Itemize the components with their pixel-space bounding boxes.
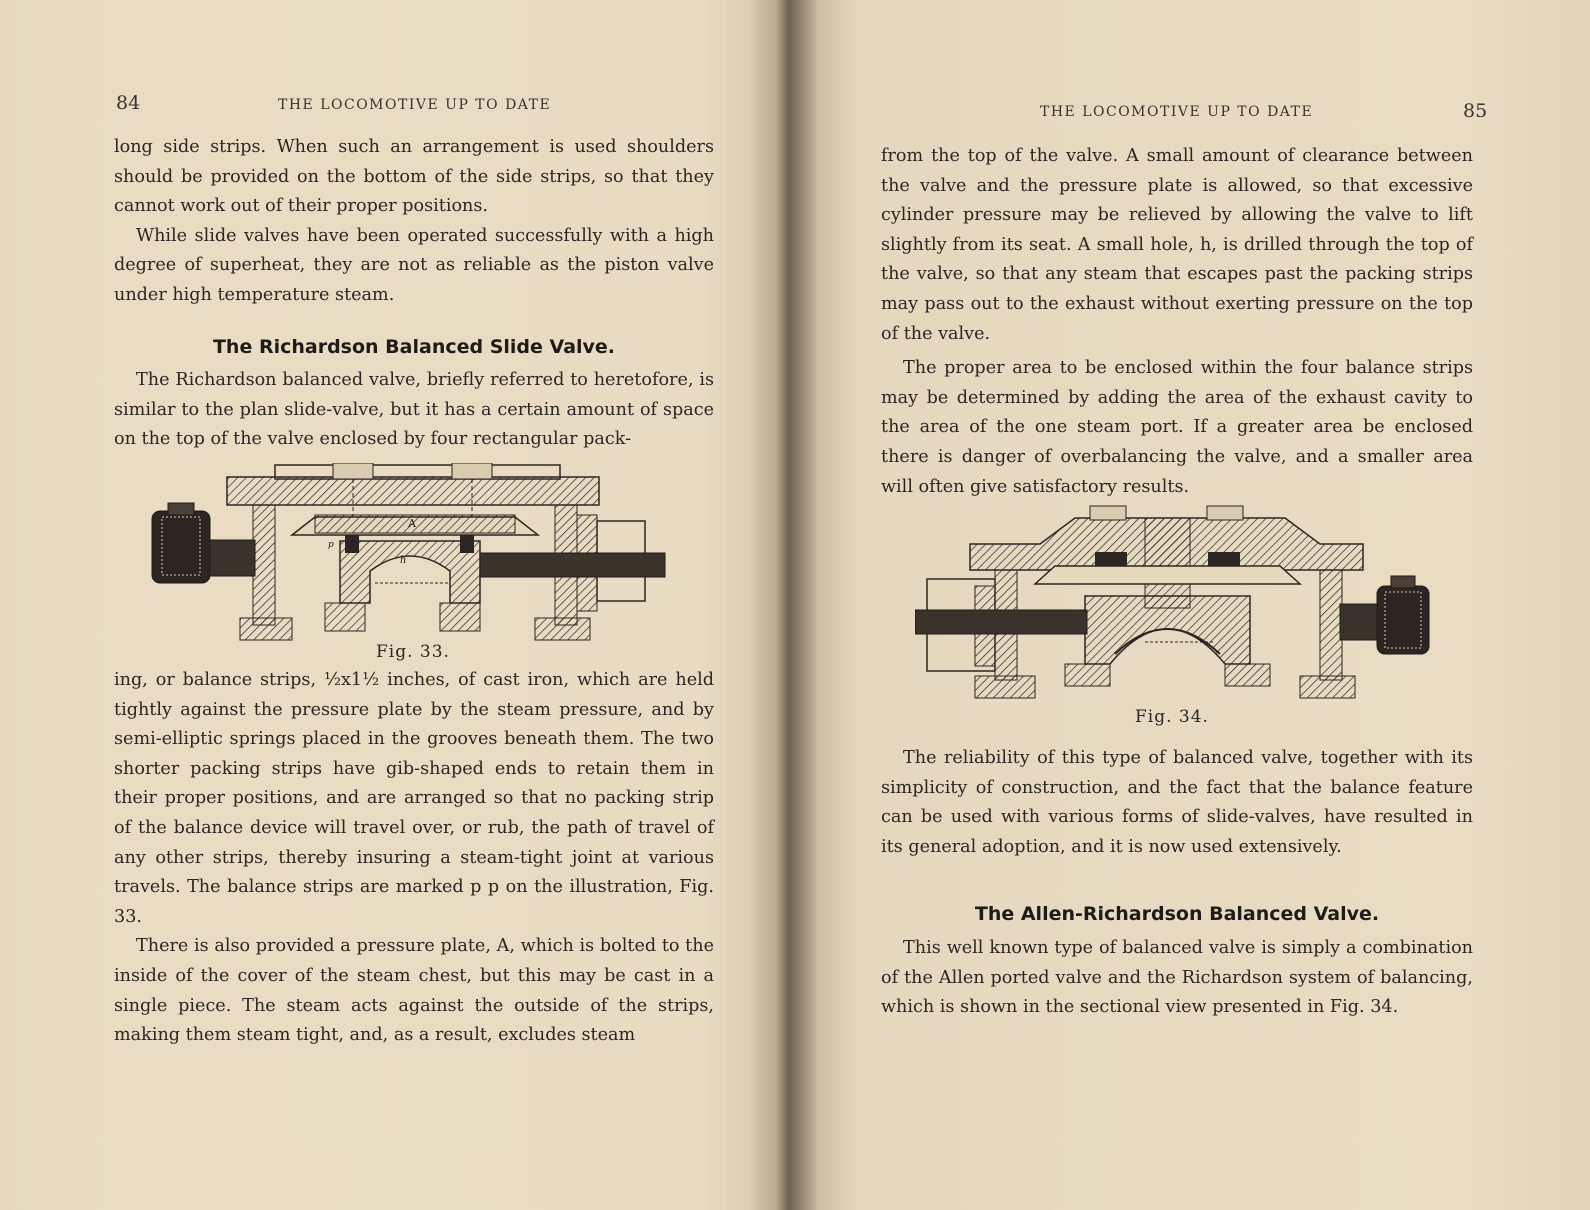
figure-caption: Fig. 33. xyxy=(376,642,450,662)
left-page xyxy=(0,0,780,1210)
paragraph: ing, or balance strips, ½x1½ inches, of cast iron, which are held tightly against the pressure plate by the steam pressure, and by semi-elliptic springs placed in the grooves beneath them. The two shorter packing strips have gib-shaped ends to retain them in their proper positions, and are arranged so that no packing strip of the balance device will travel over, or rub, the path of travel of any other strips, thereby insuring a steam-tight joint at various travels. The balance strips are marked p p on the illustration, Fig. 33. xyxy=(114,670,714,927)
right-column-top xyxy=(881,142,1473,502)
figure-caption: Fig. 34. xyxy=(1135,707,1209,727)
left-column-top xyxy=(114,133,714,455)
page-number: 85 xyxy=(1463,100,1488,122)
label-h: h xyxy=(400,555,407,566)
paragraph: The Richardson balanced valve, briefly referred to heretofore, is similar to the plan slide-valve, but it has a certain amount of space on the top of the valve enclosed by four rectangular pack- xyxy=(114,370,714,450)
paragraph: While slide valves have been operated successfully with a high degree of superheat, they are not as reliable as the piston valve under high temperature steam. xyxy=(114,225,714,305)
right-column-bottom xyxy=(881,744,1473,1023)
figure-33-valve-drawing xyxy=(150,463,690,648)
left-column-bottom xyxy=(114,666,714,1051)
label-p: p xyxy=(328,540,334,550)
label-a: A xyxy=(408,517,416,530)
paragraph: long side strips. When such an arrangement is used shoulders should be provided on the bottom of the side strips, so that they cannot work out of their proper positions. xyxy=(114,137,714,217)
paragraph: from the top of the valve. A small amount of clearance between the valve and the pressure plate is allowed, so that excessive cylinder pressure may be relieved by allowing the valve to lift slightly from its seat. A small hole, h, is drilled through the top of the valve, so that any steam that escapes past the packing strips may pass out to the exhaust without exerting pressure on the top of the valve. xyxy=(881,146,1473,344)
running-head: THE LOCOMOTIVE UP TO DATE xyxy=(278,97,552,113)
paragraph: The proper area to be enclosed within the four balance strips may be determined by adding the area of the exhaust cavity to the area of the one steam port. If a greater area be enclosed there is danger of overbalancing the valve, and a smaller area will often give satisfactory results. xyxy=(881,358,1473,497)
right-page xyxy=(795,0,1590,1210)
paragraph: This well known type of balanced valve is simply a combination of the Allen ported valve and the Richardson system of balancing, which is shown in the sectional view presented in Fig. 34. xyxy=(881,937,1473,1018)
paragraph: The reliability of this type of balanced valve, together with its simplicity of construction, and the fact that the balance feature can be used with various forms of slide-valves, have resulted in its general adoption, and it is now used extensively. xyxy=(881,748,1473,857)
section-heading: The Allen-Richardson Balanced Valve. xyxy=(974,903,1380,926)
page-number: 84 xyxy=(116,92,141,114)
paragraph: There is also provided a pressure plate, A, which is bolted to the inside of the cover of the steam chest, but this may be cast in a single piece. The steam acts against the outside of the strips, making them steam tight, and, as a result, excludes steam xyxy=(114,936,714,1046)
running-head: THE LOCOMOTIVE UP TO DATE xyxy=(1040,104,1314,120)
figure-34-valve-drawing xyxy=(915,504,1435,704)
section-heading: The Richardson Balanced Slide Valve. xyxy=(212,335,616,358)
